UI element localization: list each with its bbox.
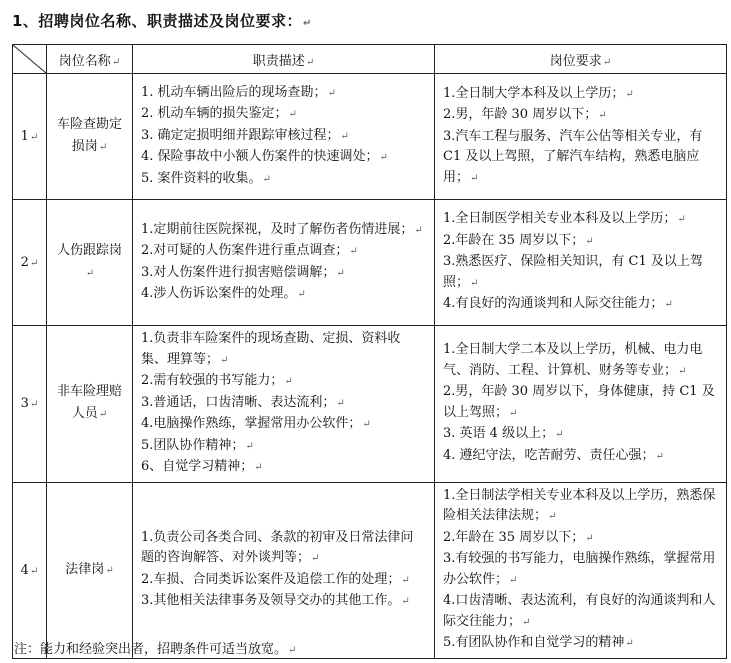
duty-item: 2. 机动车辆的损失鉴定；↵ xyxy=(141,106,297,122)
duty-item: 3.其他相关法律事务及领导交办的其他工作。↵ xyxy=(141,593,410,608)
duties-cell xyxy=(133,74,435,200)
duty-item: 5. 案件资料的收集。↵ xyxy=(141,170,271,186)
requirement-item: 1.全日制大学本科及以上学历；↵ xyxy=(443,85,634,101)
duty-item: 5.团队协作精神；↵ xyxy=(141,437,254,453)
header-requirements: 岗位要求↵ xyxy=(435,45,727,74)
table-row xyxy=(13,326,727,483)
diagonal-line-icon xyxy=(13,45,46,73)
duty-item: 3.普通话，口齿清晰、表达流利；↵ xyxy=(141,394,345,410)
requirement-item: 3.有较强的书写能力，电脑操作熟练，掌握常用办公软件；↵ xyxy=(443,551,716,587)
position-name: 车险查勘定损岗↵ xyxy=(47,74,133,200)
position-name: 非车险理赔人员↵ xyxy=(47,326,133,483)
requirement-item: 5.有团队协作和自觉学习的精神↵ xyxy=(443,635,634,650)
duty-item: 1.负责公司各类合同、条款的初审及日常法律问题的咨询解答、对外谈判等；↵ xyxy=(141,529,414,565)
table-row xyxy=(13,74,727,200)
duty-item: 6、自觉学习精神；↵ xyxy=(141,459,263,474)
requirement-item: 4. 遵纪守法，吃苦耐劳、责任心强；↵ xyxy=(443,447,664,463)
requirements-cell xyxy=(435,326,727,483)
requirements-cell xyxy=(435,482,727,658)
requirement-item: 2.年龄在 35 周岁以下；↵ xyxy=(443,529,594,545)
section-title: 1、招聘岗位名称、职责描述及岗位要求：↵ xyxy=(12,12,312,30)
header-duties: 职责描述↵ xyxy=(133,45,435,74)
duties-cell xyxy=(133,326,435,483)
requirement-item: 1.全日制法学相关专业本科及以上学历，熟悉保险相关法律法规；↵ xyxy=(443,487,716,523)
requirement-item: 2.男，年龄 30 周岁以下；↵ xyxy=(443,107,607,123)
row-number: 2↵ xyxy=(13,200,47,326)
duty-item: 1.定期前往医院探视，及时了解伤者伤情进展；↵ xyxy=(141,221,423,237)
duty-item: 4.涉人伤诉讼案件的处理。↵ xyxy=(141,286,306,301)
row-number: 3↵ xyxy=(13,326,47,483)
duty-item: 3.对人伤案件进行损害赔偿调解；↵ xyxy=(141,264,345,280)
requirements-cell xyxy=(435,74,727,200)
row-number: 1↵ xyxy=(13,74,47,200)
duties-cell xyxy=(133,200,435,326)
requirements-cell xyxy=(435,200,727,326)
header-position: 岗位名称↵ xyxy=(47,45,133,74)
requirement-item: 3.汽车工程与服务、汽车公估等相关专业，有 C1 及以上驾照，了解汽车结构，熟悉电脑应用；↵ xyxy=(443,128,703,185)
row-number: 4↵ xyxy=(13,482,47,658)
duty-item: 4. 保险事故中小额人伤案件的快速调处；↵ xyxy=(141,149,388,165)
duty-item: 4.电脑操作熟练，掌握常用办公软件；↵ xyxy=(141,416,371,431)
requirement-item: 4.口齿清晰、表达流利，有良好的沟通谈判和人际交往能力；↵ xyxy=(443,593,716,629)
duty-item: 2.对可疑的人伤案件进行重点调查；↵ xyxy=(141,243,358,258)
requirement-item: 2.年龄在 35 周岁以下；↵ xyxy=(443,232,594,248)
requirement-item: 4.有良好的沟通谈判和人际交往能力；↵ xyxy=(443,296,673,312)
position-name: 人伤跟踪岗↵ xyxy=(47,200,133,326)
requirement-item: 3. 英语 4 级以上；↵ xyxy=(443,426,564,442)
requirement-item: 2.男，年龄 30 周岁以下，身体健康，持 C1 及以上驾照；↵ xyxy=(443,384,715,420)
duty-item: 1.负责非车险案件的现场查勘、定损、资料收集、理算等；↵ xyxy=(141,331,401,367)
duty-item: 2.需有较强的书写能力；↵ xyxy=(141,373,293,388)
duties-cell xyxy=(133,482,435,658)
requirement-item: 3.熟悉医疗、保险相关知识，有 C1 及以上驾照；↵ xyxy=(443,254,703,290)
footnote: 注：能力和经验突出者，招聘条件可适当放宽。↵ xyxy=(14,642,297,657)
table-row xyxy=(13,200,727,326)
position-name: 法律岗↵ xyxy=(47,482,133,658)
recruitment-table xyxy=(12,44,727,659)
duty-item: 3. 确定定损明细并跟踪审核过程；↵ xyxy=(141,127,349,143)
table-row xyxy=(13,482,727,658)
duty-item: 1. 机动车辆出险后的现场查勘；↵ xyxy=(141,84,336,100)
requirement-item: 1.全日制医学相关专业本科及以上学历；↵ xyxy=(443,211,686,227)
duty-item: 2.车损、合同类诉讼案件及追偿工作的处理；↵ xyxy=(141,571,410,587)
requirement-item: 1.全日制大学二本及以上学历，机械、电力电气、消防、工程、计算机、财务等专业；↵ xyxy=(443,342,703,378)
header-row xyxy=(13,45,727,74)
header-corner-cell xyxy=(13,45,47,74)
